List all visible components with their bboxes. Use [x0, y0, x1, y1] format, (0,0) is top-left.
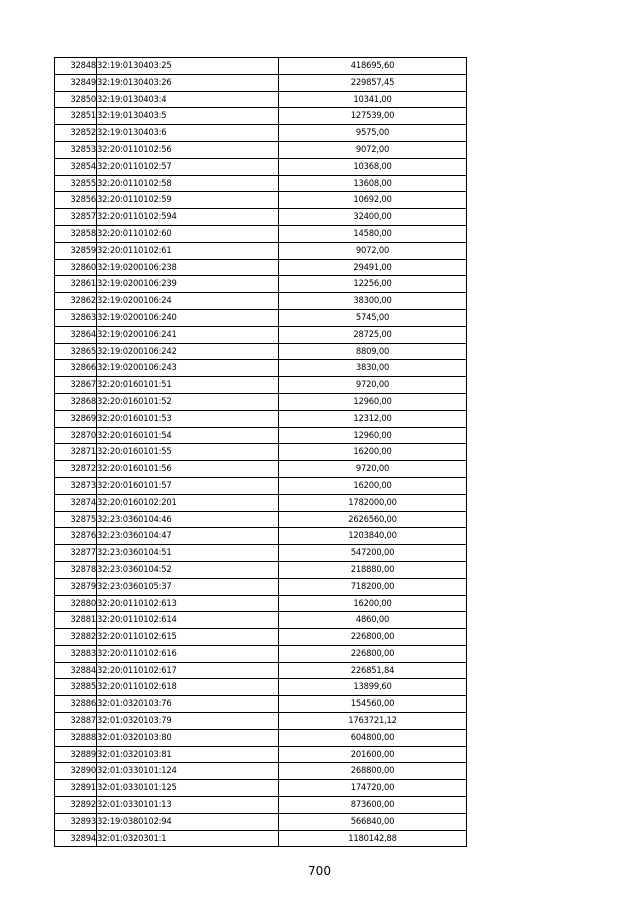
cadastral-number-cell: 32:20:0110102:61 — [97, 242, 279, 259]
value-cell: 3830,00 — [279, 360, 467, 377]
cadastral-number-cell: 32:23:0360104:52 — [97, 561, 279, 578]
row-number-cell: 32852 — [55, 125, 97, 142]
value-cell: 4860,00 — [279, 612, 467, 629]
value-cell: 1180142,88 — [279, 830, 467, 847]
row-number-cell: 32890 — [55, 763, 97, 780]
value-cell: 268800,00 — [279, 763, 467, 780]
cadastral-number-cell: 32:20:0160101:52 — [97, 393, 279, 410]
value-cell: 226800,00 — [279, 629, 467, 646]
cadastral-number-cell: 32:01:0330101:125 — [97, 780, 279, 797]
row-number-cell: 32893 — [55, 813, 97, 830]
cadastral-number-cell: 32:20:0110102:615 — [97, 629, 279, 646]
table-body — [55, 58, 467, 847]
table-row — [55, 763, 467, 780]
value-cell: 226800,00 — [279, 645, 467, 662]
cadastral-number-cell: 32:20:0110102:613 — [97, 595, 279, 612]
value-cell: 1203840,00 — [279, 528, 467, 545]
cadastral-number-cell: 32:01:0320103:76 — [97, 696, 279, 713]
row-number-cell: 32868 — [55, 393, 97, 410]
table-row — [55, 679, 467, 696]
cadastral-number-cell: 32:19:0200106:240 — [97, 309, 279, 326]
cadastral-number-cell: 32:01:0330101:13 — [97, 797, 279, 814]
value-cell: 566840,00 — [279, 813, 467, 830]
cadastral-number-cell: 32:19:0200106:243 — [97, 360, 279, 377]
cadastral-number-cell: 32:19:0200106:238 — [97, 259, 279, 276]
value-cell: 2626560,00 — [279, 511, 467, 528]
value-cell: 9720,00 — [279, 461, 467, 478]
table-row — [55, 645, 467, 662]
value-cell: 9072,00 — [279, 141, 467, 158]
value-cell: 16200,00 — [279, 595, 467, 612]
row-number-cell: 32862 — [55, 293, 97, 310]
row-number-cell: 32849 — [55, 74, 97, 91]
table-row — [55, 377, 467, 394]
cadastral-number-cell: 32:19:0380102:94 — [97, 813, 279, 830]
cadastral-number-cell: 32:01:0330101:124 — [97, 763, 279, 780]
table-row — [55, 242, 467, 259]
cadastral-number-cell: 32:20:0110102:594 — [97, 209, 279, 226]
row-number-cell: 32879 — [55, 578, 97, 595]
row-number-cell: 32891 — [55, 780, 97, 797]
cadastral-number-cell: 32:23:0360104:46 — [97, 511, 279, 528]
row-number-cell: 32874 — [55, 494, 97, 511]
value-cell: 12312,00 — [279, 410, 467, 427]
row-number-cell: 32865 — [55, 343, 97, 360]
table-row — [55, 276, 467, 293]
cadastral-number-cell: 32:01:0320301:1 — [97, 830, 279, 847]
table-row — [55, 729, 467, 746]
table-row — [55, 427, 467, 444]
cadastral-number-cell: 32:20:0160101:53 — [97, 410, 279, 427]
table-row — [55, 343, 467, 360]
value-cell: 13899,60 — [279, 679, 467, 696]
table-row — [55, 477, 467, 494]
value-cell: 201600,00 — [279, 746, 467, 763]
cadastral-number-cell: 32:19:0200106:24 — [97, 293, 279, 310]
row-number-cell: 32877 — [55, 545, 97, 562]
cadastral-number-cell: 32:01:0320103:81 — [97, 746, 279, 763]
table-row — [55, 444, 467, 461]
table-row — [55, 830, 467, 847]
value-cell: 718200,00 — [279, 578, 467, 595]
table-row — [55, 494, 467, 511]
value-cell: 29491,00 — [279, 259, 467, 276]
cadastral-number-cell: 32:20:0160101:57 — [97, 477, 279, 494]
value-cell: 9072,00 — [279, 242, 467, 259]
cadastral-number-cell: 32:20:0160101:56 — [97, 461, 279, 478]
value-cell: 9720,00 — [279, 377, 467, 394]
table-row — [55, 662, 467, 679]
row-number-cell: 32887 — [55, 713, 97, 730]
row-number-cell: 32872 — [55, 461, 97, 478]
table-row — [55, 108, 467, 125]
row-number-cell: 32848 — [55, 58, 97, 75]
table-row — [55, 545, 467, 562]
table-row — [55, 209, 467, 226]
value-cell: 873600,00 — [279, 797, 467, 814]
table-row — [55, 461, 467, 478]
value-cell: 5745,00 — [279, 309, 467, 326]
table-row — [55, 141, 467, 158]
value-cell: 10692,00 — [279, 192, 467, 209]
row-number-cell: 32892 — [55, 797, 97, 814]
value-cell: 13608,00 — [279, 175, 467, 192]
table-row — [55, 511, 467, 528]
cadastral-number-cell: 32:20:0110102:618 — [97, 679, 279, 696]
row-number-cell: 32864 — [55, 326, 97, 343]
row-number-cell: 32863 — [55, 309, 97, 326]
row-number-cell: 32873 — [55, 477, 97, 494]
table-row — [55, 746, 467, 763]
row-number-cell: 32889 — [55, 746, 97, 763]
row-number-cell: 32886 — [55, 696, 97, 713]
value-cell: 1763721,12 — [279, 713, 467, 730]
value-cell: 218880,00 — [279, 561, 467, 578]
table-row — [55, 612, 467, 629]
table-row — [55, 813, 467, 830]
cadastral-number-cell: 32:19:0130403:25 — [97, 58, 279, 75]
row-number-cell: 32861 — [55, 276, 97, 293]
row-number-cell: 32881 — [55, 612, 97, 629]
cadastral-number-cell: 32:19:0200106:241 — [97, 326, 279, 343]
row-number-cell: 32871 — [55, 444, 97, 461]
table-row — [55, 393, 467, 410]
value-cell: 10341,00 — [279, 91, 467, 108]
table-row — [55, 225, 467, 242]
row-number-cell: 32869 — [55, 410, 97, 427]
cadastral-number-cell: 32:20:0110102:59 — [97, 192, 279, 209]
value-cell: 226851,84 — [279, 662, 467, 679]
table-row — [55, 125, 467, 142]
page-number: 700 — [308, 864, 331, 878]
value-cell: 418695,60 — [279, 58, 467, 75]
row-number-cell: 32875 — [55, 511, 97, 528]
table-row — [55, 797, 467, 814]
value-cell: 154560,00 — [279, 696, 467, 713]
value-cell: 16200,00 — [279, 444, 467, 461]
cadastral-number-cell: 32:19:0130403:5 — [97, 108, 279, 125]
table-row — [55, 528, 467, 545]
cadastral-number-cell: 32:19:0130403:6 — [97, 125, 279, 142]
cadastral-number-cell: 32:20:0160102:201 — [97, 494, 279, 511]
table-row — [55, 713, 467, 730]
cadastral-number-cell: 32:23:0360104:51 — [97, 545, 279, 562]
cadastral-number-cell: 32:19:0200106:239 — [97, 276, 279, 293]
value-cell: 12256,00 — [279, 276, 467, 293]
value-cell: 127539,00 — [279, 108, 467, 125]
row-number-cell: 32876 — [55, 528, 97, 545]
row-number-cell: 32854 — [55, 158, 97, 175]
table-row — [55, 561, 467, 578]
cadastral-number-cell: 32:19:0130403:26 — [97, 74, 279, 91]
row-number-cell: 32867 — [55, 377, 97, 394]
value-cell: 12960,00 — [279, 427, 467, 444]
table-row — [55, 91, 467, 108]
value-cell: 16200,00 — [279, 477, 467, 494]
cadastral-number-cell: 32:20:0110102:56 — [97, 141, 279, 158]
table-row — [55, 595, 467, 612]
table-row — [55, 360, 467, 377]
table-row — [55, 309, 467, 326]
row-number-cell: 32853 — [55, 141, 97, 158]
cadastral-number-cell: 32:20:0160101:55 — [97, 444, 279, 461]
cadastral-number-cell: 32:23:0360105:37 — [97, 578, 279, 595]
value-cell: 10368,00 — [279, 158, 467, 175]
table-row — [55, 74, 467, 91]
value-cell: 604800,00 — [279, 729, 467, 746]
cadastral-number-cell: 32:20:0110102:58 — [97, 175, 279, 192]
row-number-cell: 32883 — [55, 645, 97, 662]
cadastral-number-cell: 32:20:0110102:616 — [97, 645, 279, 662]
value-cell: 32400,00 — [279, 209, 467, 226]
cadastral-value-table — [54, 57, 467, 847]
row-number-cell: 32858 — [55, 225, 97, 242]
row-number-cell: 32882 — [55, 629, 97, 646]
value-cell: 174720,00 — [279, 780, 467, 797]
cadastral-number-cell: 32:19:0200106:242 — [97, 343, 279, 360]
value-cell: 229857,45 — [279, 74, 467, 91]
cadastral-number-cell: 32:19:0130403:4 — [97, 91, 279, 108]
table-row — [55, 259, 467, 276]
value-cell: 8809,00 — [279, 343, 467, 360]
cadastral-number-cell: 32:20:0160101:54 — [97, 427, 279, 444]
value-cell: 1782000,00 — [279, 494, 467, 511]
row-number-cell: 32855 — [55, 175, 97, 192]
cadastral-number-cell: 32:01:0320103:79 — [97, 713, 279, 730]
value-cell: 38300,00 — [279, 293, 467, 310]
cadastral-number-cell: 32:20:0110102:60 — [97, 225, 279, 242]
row-number-cell: 32885 — [55, 679, 97, 696]
row-number-cell: 32856 — [55, 192, 97, 209]
value-cell: 547200,00 — [279, 545, 467, 562]
table-row — [55, 578, 467, 595]
row-number-cell: 32880 — [55, 595, 97, 612]
row-number-cell: 32857 — [55, 209, 97, 226]
cadastral-number-cell: 32:20:0110102:617 — [97, 662, 279, 679]
table-row — [55, 175, 467, 192]
table-row — [55, 780, 467, 797]
cadastral-number-cell: 32:20:0110102:57 — [97, 158, 279, 175]
table-row — [55, 58, 467, 75]
table-row — [55, 326, 467, 343]
cadastral-number-cell: 32:20:0110102:614 — [97, 612, 279, 629]
table-row — [55, 696, 467, 713]
row-number-cell: 32894 — [55, 830, 97, 847]
table-row — [55, 293, 467, 310]
table-row — [55, 158, 467, 175]
row-number-cell: 32878 — [55, 561, 97, 578]
row-number-cell: 32859 — [55, 242, 97, 259]
value-cell: 28725,00 — [279, 326, 467, 343]
cadastral-number-cell: 32:20:0160101:51 — [97, 377, 279, 394]
row-number-cell: 32870 — [55, 427, 97, 444]
value-cell: 12960,00 — [279, 393, 467, 410]
row-number-cell: 32850 — [55, 91, 97, 108]
row-number-cell: 32866 — [55, 360, 97, 377]
row-number-cell: 32884 — [55, 662, 97, 679]
row-number-cell: 32851 — [55, 108, 97, 125]
value-cell: 14580,00 — [279, 225, 467, 242]
cadastral-number-cell: 32:23:0360104:47 — [97, 528, 279, 545]
row-number-cell: 32860 — [55, 259, 97, 276]
table-row — [55, 410, 467, 427]
value-cell: 9575,00 — [279, 125, 467, 142]
table-row — [55, 629, 467, 646]
cadastral-number-cell: 32:01:0320103:80 — [97, 729, 279, 746]
table-row — [55, 192, 467, 209]
row-number-cell: 32888 — [55, 729, 97, 746]
